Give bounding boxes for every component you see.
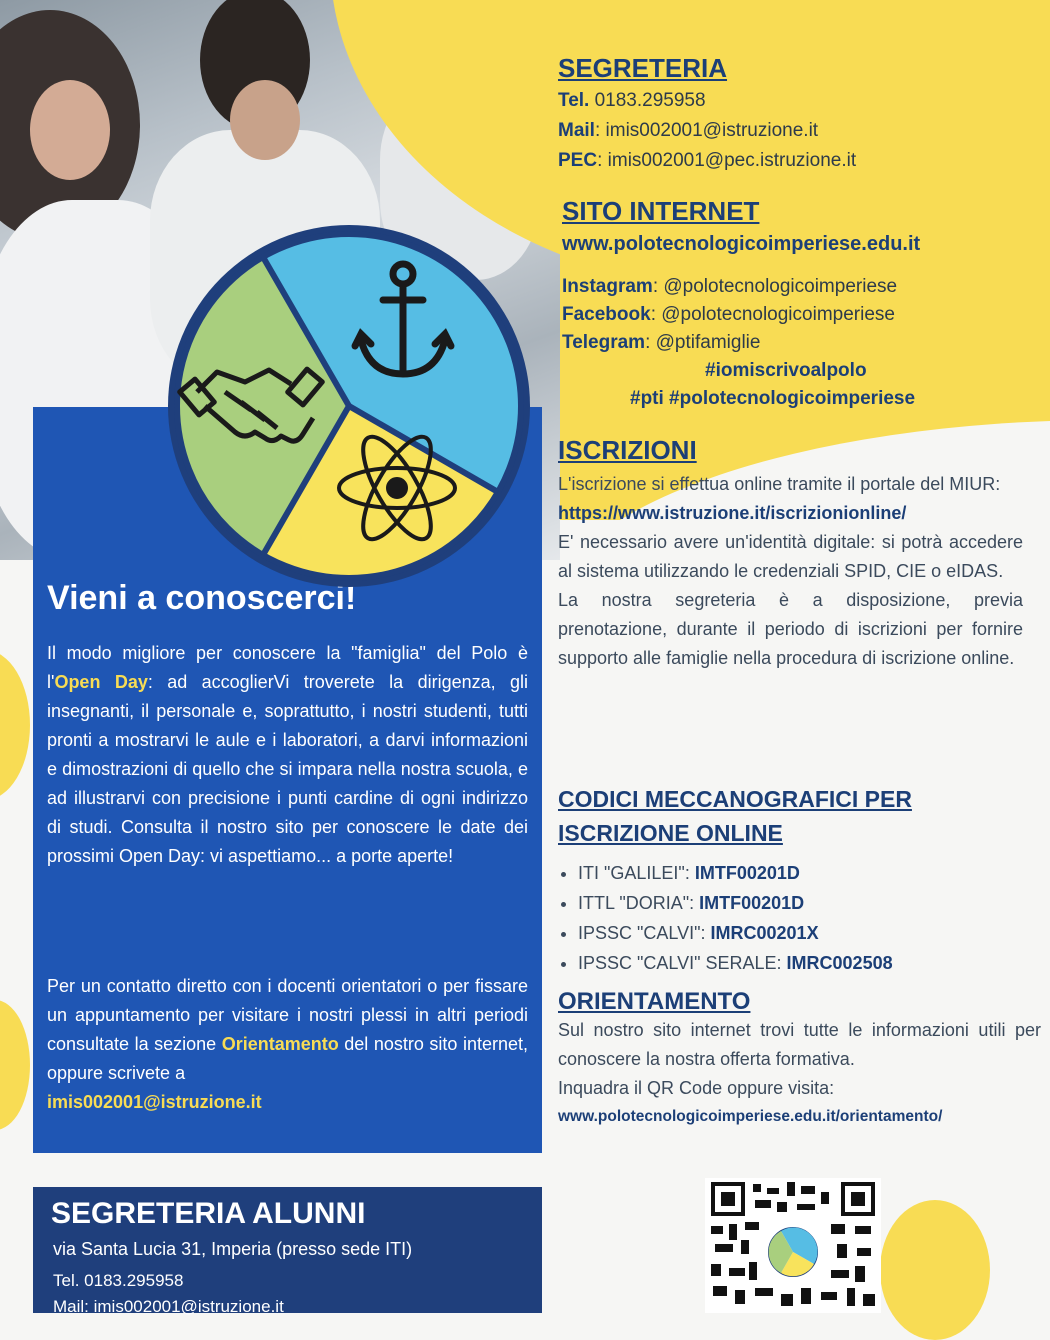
decor-circle	[880, 1200, 990, 1340]
orientamento-heading: ORIENTAMENTO	[558, 988, 751, 1015]
hashtag-pti: #pti #polotecnologicoimperiese	[630, 388, 916, 409]
facebook-link[interactable]: @polotecnologicoimperiese	[661, 304, 895, 325]
iscrizioni-link[interactable]: https://www.istruzione.it/iscrizionionline/	[558, 503, 907, 523]
mail-label: Mail	[558, 120, 595, 141]
code-item: • IPSSC "CALVI" SERALE: IMRC002508	[578, 948, 1023, 978]
codici-section	[558, 782, 1023, 978]
pec-link[interactable]: imis002001@pec.istruzione.it	[607, 150, 857, 171]
code-item: • ITTL "DORIA": IMTF00201D	[578, 888, 1023, 918]
codici-heading-2: ISCRIZIONE ONLINE	[558, 820, 783, 846]
telegram-link[interactable]: @ptifamiglie	[655, 332, 761, 353]
alunni-heading: SEGRETERIA ALUNNI	[51, 1197, 366, 1230]
segreteria-alunni-box	[33, 1187, 542, 1316]
iscrizioni-heading: ISCRIZIONI	[558, 435, 697, 465]
decor-circle	[0, 1000, 30, 1130]
decor-circle	[0, 650, 30, 800]
sito-heading: SITO INTERNET	[562, 196, 760, 226]
codici-heading-1: CODICI MECCANOGRAFICI PER	[558, 786, 912, 812]
facebook-label: Facebook	[562, 304, 651, 325]
segreteria-heading: SEGRETERIA	[558, 53, 728, 83]
tel-value: 0183.295958	[594, 90, 706, 111]
instagram-label: Instagram	[562, 276, 653, 297]
orientamento-section	[558, 988, 1041, 1131]
iscrizioni-text-3: La nostra segreteria è a disposizione, previa prenotazione, durante il periodo di iscrizioni per fornire supporto alle famiglie nella procedura di iscrizione online.	[558, 590, 1023, 668]
code-item: • IPSSC "CALVI": IMRC00201X	[578, 918, 1023, 948]
instagram-link[interactable]: @polotecnologicoimperiese	[663, 276, 898, 297]
hashtag-iomiscrivo: #iomiscrivoalpolo	[705, 360, 867, 381]
school-logo	[165, 222, 533, 590]
orientamento-text-1: Sul nostro sito internet trovi tutte le informazioni utili per conoscere la nostra offerta formativa.	[558, 1020, 1041, 1069]
website-link[interactable]: www.polotecnologicoimperiese.edu.it	[562, 233, 921, 255]
vieni-title: Vieni a conoscerci!	[47, 579, 357, 617]
orientamento-link[interactable]: www.polotecnologicoimperiese.edu.it/orientamento/	[558, 1108, 943, 1125]
vieni-paragraph-1: Il modo migliore per conoscere la "famiglia" del Polo è l'Open Day: ad accoglierVi troverete la dirigenza, gli insegnanti, il personale e, soprattutto, i nostri studenti, tutti pronti a mostrarvi le aule e i laboratori, a darvi informazioni e dimostrazioni di quello che si impara nella nostra scuola, e ad illustrarvi con precisione i punti cardine di ogni indirizzo di studi. Consulta il nostro sito per conoscere le date dei prossimi Open Day: vi aspettiamo... a porte aperte!	[47, 643, 529, 866]
vieni-mail-link[interactable]: imis002001@istruzione.it	[47, 1092, 262, 1112]
vieni-paragraph-2: Per un contatto diretto con i docenti orientatori o per fissare un appuntamento per visitare i nostri plessi in altri periodi consultate la sezione Orientamento del nostro sito internet, oppure scrivete a imis002001@istruzione.it	[47, 976, 528, 1112]
segreteria-section: SEGRETERIA Tel. 0183.295958 Mail: imis002001@istruzione.it PEC: imis002001@pec.istruzione.it	[558, 53, 1028, 172]
pec-label: PEC	[558, 150, 598, 171]
alunni-address: via Santa Lucia 31, Imperia (presso sede ITI)	[53, 1239, 413, 1259]
mail-link[interactable]: imis002001@istruzione.it	[605, 120, 819, 141]
open-day-highlight: Open Day	[54, 672, 148, 692]
tel-label: Tel.	[558, 90, 590, 111]
alunni-tel: Tel. 0183.295958	[53, 1271, 184, 1290]
sito-section: SITO INTERNET www.polotecnologicoimperiese.edu.it Instagram: @polotecnologicoimperiese Facebook: @polotecnologicoimperiese Telegram: @ptifamiglie #iomiscrivoalpolo #pti #polotecnologicoimperiese	[562, 196, 1032, 410]
codici-list	[558, 858, 1023, 978]
iscrizioni-text-1: L'iscrizione si effettua online tramite il portale del MIUR:	[558, 474, 1001, 494]
iscrizioni-section	[558, 435, 1023, 673]
orientamento-highlight: Orientamento	[221, 1034, 339, 1054]
telegram-label: Telegram	[562, 332, 646, 353]
iscrizioni-text-2: E' necessario avere un'identità digitale: si potrà accedere al sistema utilizzando le credenziali SPID, CIE o eIDAS.	[558, 532, 1023, 581]
code-item: • ITI "GALILEI": IMTF00201D	[578, 858, 1023, 888]
alunni-mail[interactable]: Mail: imis002001@istruzione.it	[53, 1297, 284, 1316]
orientamento-text-2: Inquadra il QR Code oppure visita:	[558, 1078, 835, 1098]
qr-code-icon[interactable]	[705, 1178, 881, 1313]
